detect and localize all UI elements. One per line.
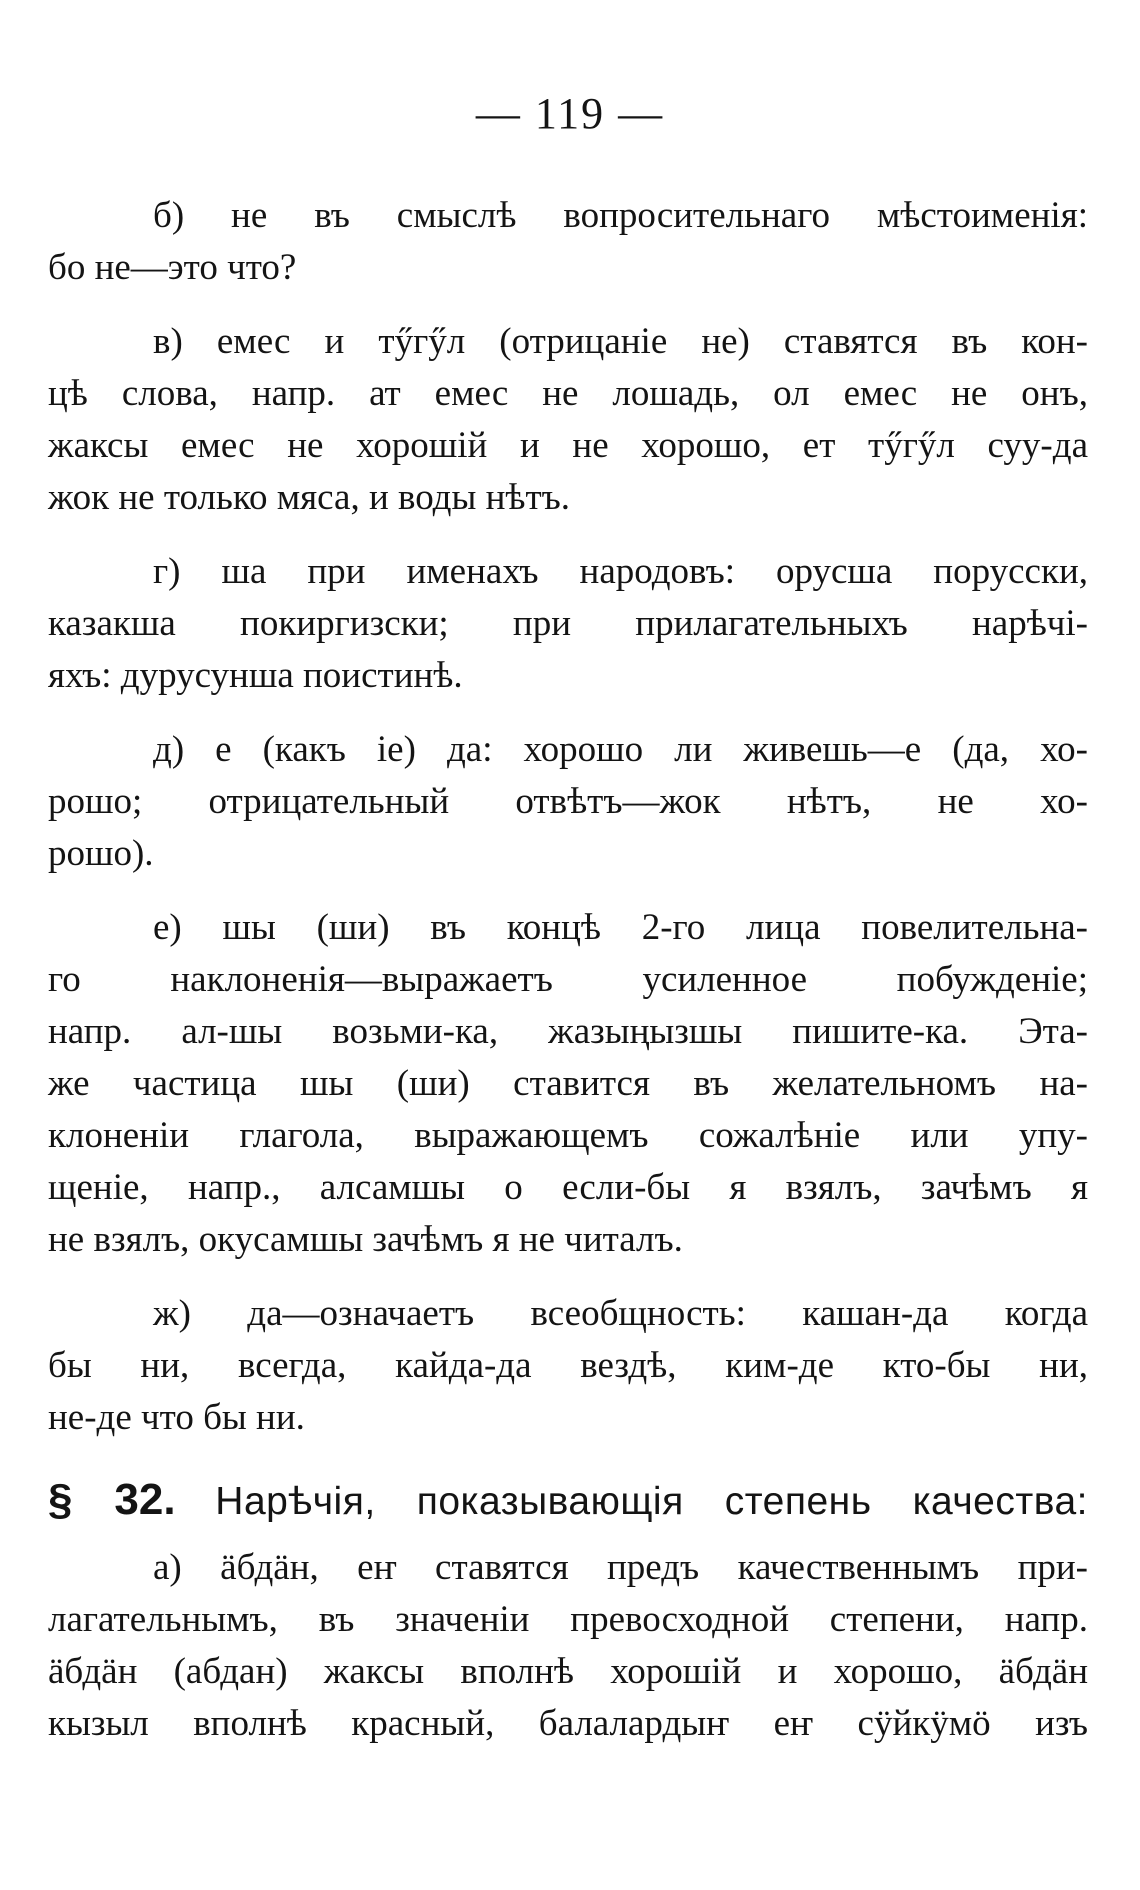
- text-line: яхъ: дурусунша поистинѣ.: [48, 655, 463, 696]
- paragraph-a: [48, 1542, 1088, 1750]
- text-line: не-де что бы ни.: [48, 1397, 305, 1438]
- text-line: кызыл вполнѣ красный, балалардыҥ еҥ сӱйкӱмӧ изъ: [48, 1703, 1088, 1744]
- text-line: щеніе, напр., алсамшы о если-бы я взялъ, зачѣмъ я: [48, 1167, 1088, 1208]
- section-number: § 32.: [48, 1475, 176, 1524]
- text-line: бо не—это что?: [48, 247, 297, 288]
- text-line: клоненіи глагола, выражающемъ сожалѣніе или упу-: [48, 1115, 1088, 1156]
- text-line: бы ни, всегда, кайда-да вездѣ, ким-де кто-бы ни,: [48, 1345, 1088, 1386]
- text-line: не взялъ, окусамшы зачѣмъ я не читалъ.: [48, 1219, 683, 1260]
- section-heading: [48, 1470, 1088, 1532]
- text-line: а) ӓбдӓн, еҥ ставятся предъ качественнымъ при-: [153, 1547, 1088, 1588]
- paragraph-v: [48, 316, 1088, 524]
- text-line: напр. ал-шы возьми-ка, жазыңызшы пишите-ка. Эта-: [48, 1011, 1088, 1052]
- text-line: рошо).: [48, 833, 154, 874]
- paragraph-d: [48, 724, 1088, 880]
- paragraph-g: [48, 546, 1088, 702]
- text-line: лагательнымъ, въ значеніи превосходной степени, напр.: [48, 1599, 1088, 1640]
- text-line: казакша покиргизски; при прилагательныхъ нарѣчі-: [48, 603, 1088, 644]
- text-line: жаксы емес не хорошій и не хорошо, ет тӳгӳл суу-да: [48, 425, 1088, 466]
- text-line: го наклоненія—выражаетъ усиленное побужденіе;: [48, 959, 1088, 1000]
- text-line: цѣ слова, напр. ат емес не лошадь, ол емес не онъ,: [48, 373, 1088, 414]
- text-line: в) емес и тӳгӳл (отрицаніе не) ставятся въ кон-: [153, 321, 1088, 362]
- text-line: ж) да—означаетъ всеобщность: кашан-да когда: [153, 1293, 1088, 1334]
- page-number: — 119 —: [475, 89, 665, 138]
- text-line: ӓбдӓн (абдан) жаксы вполнѣ хорошій и хорошо, ӓбдӓн: [48, 1651, 1088, 1692]
- paragraph-b: [48, 190, 1088, 294]
- text-line: жок не только мяса, и воды нѣтъ.: [48, 477, 571, 518]
- text-line: е) шы (ши) въ концѣ 2-го лица повелительна-: [153, 907, 1088, 948]
- text-line: же частица шы (ши) ставится въ желательномъ на-: [48, 1063, 1088, 1104]
- page-body: [48, 190, 1088, 1750]
- text-line: г) ша при именахъ народовъ: орусша порусски,: [153, 551, 1088, 592]
- paragraph-zh: [48, 1288, 1088, 1444]
- text-line: д) е (какъ іе) да: хорошо ли живешь—е (да, хо-: [153, 729, 1088, 770]
- text-line: рошо; отрицательный отвѣтъ—жок нѣтъ, не хо-: [48, 781, 1088, 822]
- section-title: Нарѣчія, показывающія степень качества:: [215, 1480, 1088, 1523]
- text-line: б) не въ смыслѣ вопросительнаго мѣстоименія:: [153, 195, 1088, 236]
- paragraph-e: [48, 902, 1088, 1266]
